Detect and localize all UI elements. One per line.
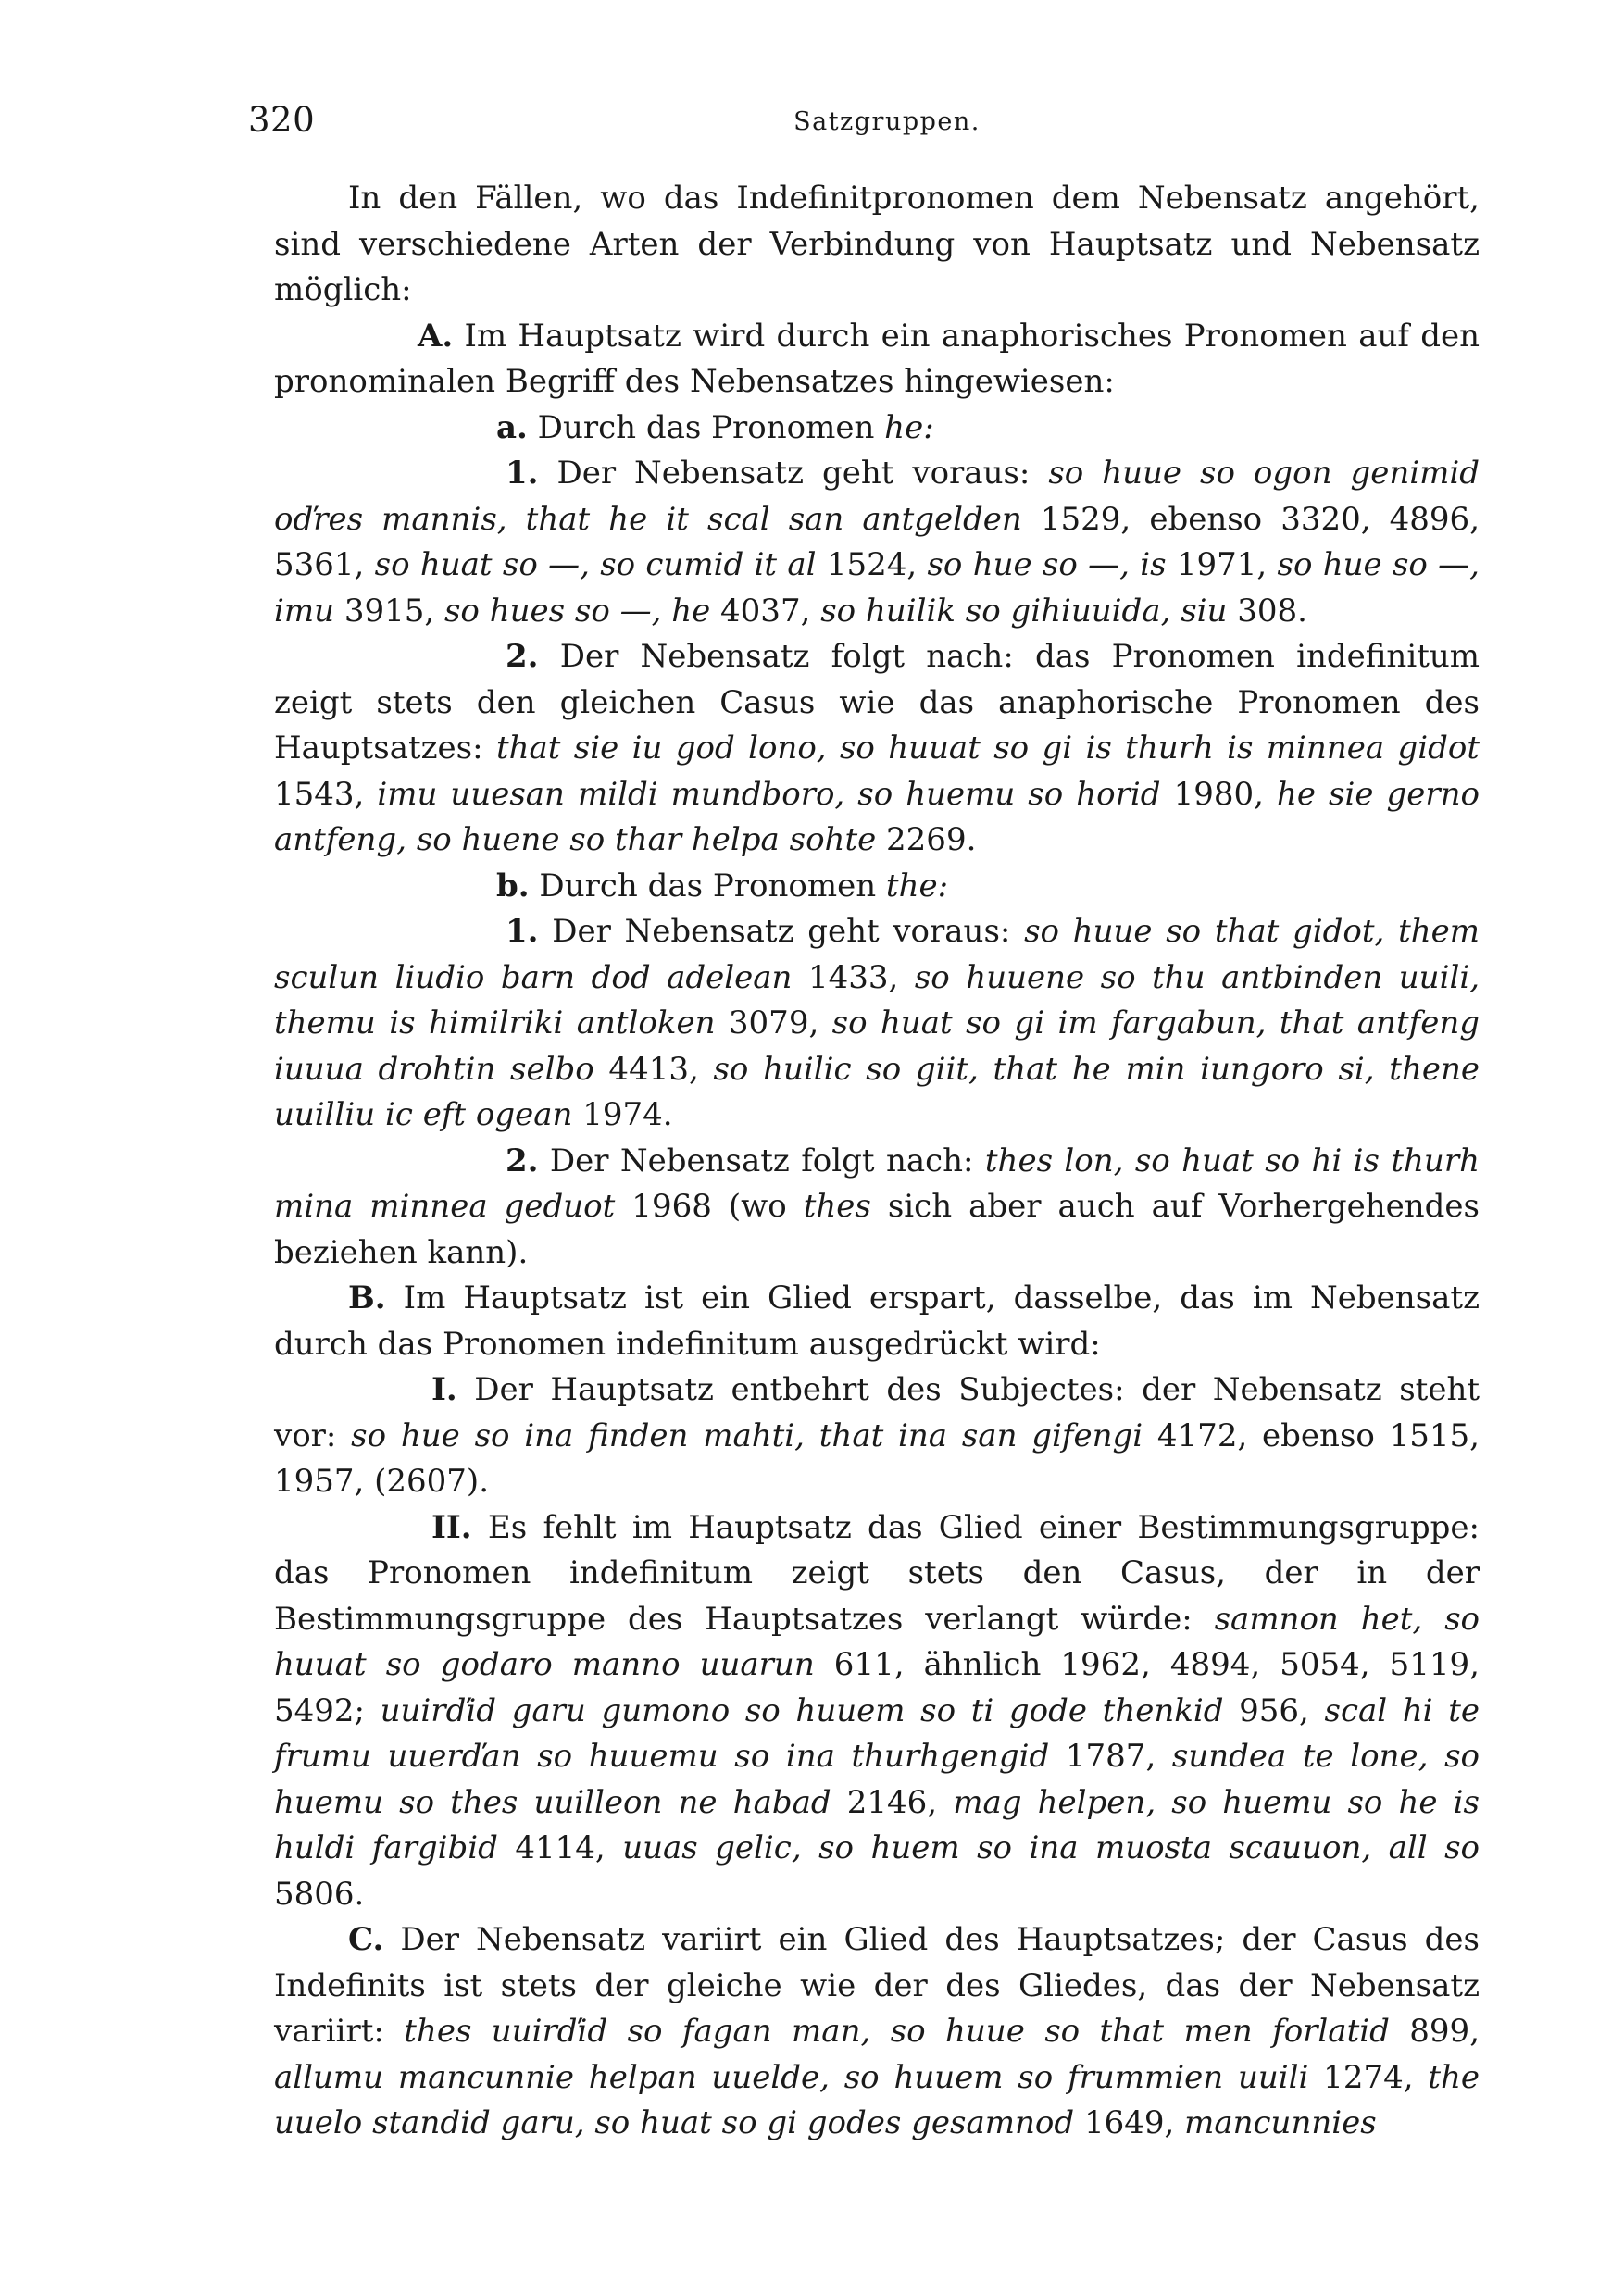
section-marker: C. [348,1921,384,1958]
text-run: 2146, [831,1783,954,1821]
text-run: Der Nebensatz geht voraus: [538,913,1025,950]
text-run: 4037, [710,592,821,630]
quoted-text: he sie gerno antfeng, so huene so thar helpa sohte [274,775,1480,858]
quoted-text: the uuelo standid garu, so huat so gi godes gesamnod [274,2058,1480,2141]
text-run: Im Hauptsatz wird durch ein anaphorisches Pronomen auf den pronominalen Begriff des Nebensatzes hingewiesen: [274,317,1480,400]
quoted-text: he: [884,408,934,446]
quoted-text: uuas gelic, so huem so ina muosta scauuon, all so [622,1829,1480,1866]
paragraph-subsection-a [274,406,1480,452]
quoted-text: imu uuesan mildi mundboro, so huemu so horid [377,775,1161,813]
paragraph-section-b [274,1276,1480,1367]
page-header [248,100,1489,156]
quoted-text: so huat so gi im fargabun, that antfeng iuuua drohtin selbo [274,1004,1480,1088]
text-run: Im Hauptsatz ist ein Glied erspart, dasselbe, das im Nebensatz durch das Pronomen indefinitum ausgedrückt wird: [274,1279,1480,1363]
text-run: 3079, [715,1004,832,1042]
quoted-text: so hue so —, imu [274,546,1480,630]
text-run: In den Fällen, wo das Indefinitpronomen dem Nebensatz angehört, sind verschiedene Arten der Verbindung von Hauptsatz und Nebensatz möglich: [274,180,1480,308]
text-run: 899, [1389,2013,1480,2050]
text-run: 1529, ebenso 3320, 4896, 5361, [274,500,1480,583]
text-run: 3915, [334,592,444,630]
text-run: Durch das Pronomen [529,867,886,905]
quoted-text: so huue so ogon genimid oďres mannis, that he it scal san antgelden [274,455,1480,538]
paragraph-b-2 [274,1139,1480,1277]
text-run: Es fehlt im Hauptsatz das Glied einer Bestimmungsgruppe: das Pronomen indefinitum zeigt stets den Casus, der in der Bestimmungsgruppe des Hauptsatzes verlangt würde: [274,1508,1480,1638]
text-run: 956, [1223,1691,1325,1729]
quoted-text: thes [803,1188,871,1225]
paragraph-b-1 [274,909,1480,1139]
text-run: 1543, [274,775,378,813]
section-marker: II. [431,1508,472,1546]
quoted-text: uuirďid garu gumono so huuem so ti gode thenkid [380,1691,1224,1729]
quoted-text: that sie iu god lono, so huuat so gi is thurh is minnea gidot [495,730,1480,767]
quoted-text: so huat so —, so cumid it al [374,546,817,583]
body-text [274,176,1480,2147]
text-run: Der Nebensatz variirt ein Glied des Hauptsatzes; der Casus des Indefinits ist stets der gleiche wie der des Gliedes, das der Nebensatz variirt: [274,1921,1480,2050]
section-marker: B. [348,1279,386,1316]
quoted-text: sundea te lone, so huemu so thes uuilleon ne habad [274,1738,1480,1821]
text-run: Durch das Pronomen [527,408,885,446]
paragraph-intro [274,176,1480,314]
text-run: sich aber auch auf Vorhergehendes beziehen kann). [274,1188,1480,1271]
text-run: Der Nebensatz folgt nach: das Pronomen indefinitum zeigt stets den gleichen Casus wie das anaphorische Pronomen des Hauptsatzes: [274,638,1480,767]
section-marker: 1. [506,913,539,950]
text-run: 1971, [1166,546,1278,583]
paragraph-a-2 [274,634,1480,864]
section-marker: A. [418,317,454,355]
text-run: 1968 (wo [615,1188,804,1225]
text-run: 611, ähnlich 1962, 4894, 5054, 5119, 5492; [274,1646,1480,1729]
text-run: 2269. [876,821,977,858]
section-marker: 2. [506,638,539,675]
text-run: Der Nebensatz folgt nach: [538,1142,985,1179]
quoted-text: mancunnies [1184,2104,1377,2141]
section-marker: a. [496,408,528,446]
text-run: 1980, [1160,775,1277,813]
page-number: 320 [248,100,316,140]
quoted-text: so huilic so giit, that he min iungoro si, thene uuilliu ic eft ogean [274,1050,1480,1133]
paragraph-subsection-b [274,864,1480,910]
running-head: Satzgruppen. [793,107,981,136]
text-run: Der Nebensatz geht voraus: [538,455,1049,492]
quoted-text: so hue so —, is [927,546,1167,583]
paragraph-section-c [274,1917,1480,2147]
quoted-text: so huue so that gidot, them sculun liudio barn dod adelean [274,913,1480,996]
quoted-text: so huilik so gihiuuida, siu [820,592,1228,630]
text-run: 4413, [593,1050,714,1088]
text-run: 4172, ebenso 1515, 1957, (2607). [274,1416,1480,1500]
text-run: 1274, [1308,2058,1429,2096]
section-marker: b. [496,867,530,905]
paragraph-b-II [274,1505,1480,1918]
quoted-text: scal hi te frumu uuerďan so huuemu so ina thurhgengid [274,1691,1480,1775]
text-run: 1787, [1049,1738,1172,1775]
section-marker: I. [431,1371,457,1408]
text-run: 5806. [274,1875,365,1913]
quoted-text: the: [885,867,949,905]
section-marker: 2. [506,1142,539,1179]
text-run: 4114, [497,1829,623,1866]
quoted-text: thes lon, so huat so hi is thurh mina minnea geduot [274,1142,1480,1225]
quoted-text: allumu mancunnie helpan uuelde, so huuem so frummien uuili [274,2058,1309,2096]
text-run: 1433, [792,958,915,996]
quoted-text: so hues so —, he [443,592,711,630]
text-run: 308. [1227,592,1307,630]
section-marker: 1. [506,455,539,492]
text-run: 1649, [1074,2104,1185,2141]
paragraph-b-I [274,1367,1480,1505]
quoted-text: samnon het, so huuat so godaro manno uuarun [274,1600,1480,1683]
paragraph-a-1 [274,451,1480,634]
quoted-text: mag helpen, so huemu so he is huldi fargibid [274,1783,1480,1866]
quoted-text: so huuene so thu antbinden uuili, themu is himilriki antloken [274,958,1480,1042]
text-run: 1974. [572,1096,673,1133]
paragraph-section-a [274,314,1480,406]
quoted-text: thes uuirďid so fagan man, so huue so that men forlatid [404,2013,1390,2050]
quoted-text: so hue so ina finden mahti, that ina san gifengi [351,1416,1143,1454]
text-run: 1524, [816,546,928,583]
text-run: Der Hauptsatz entbehrt des Subjectes: der Nebensatz steht vor: [274,1371,1480,1454]
